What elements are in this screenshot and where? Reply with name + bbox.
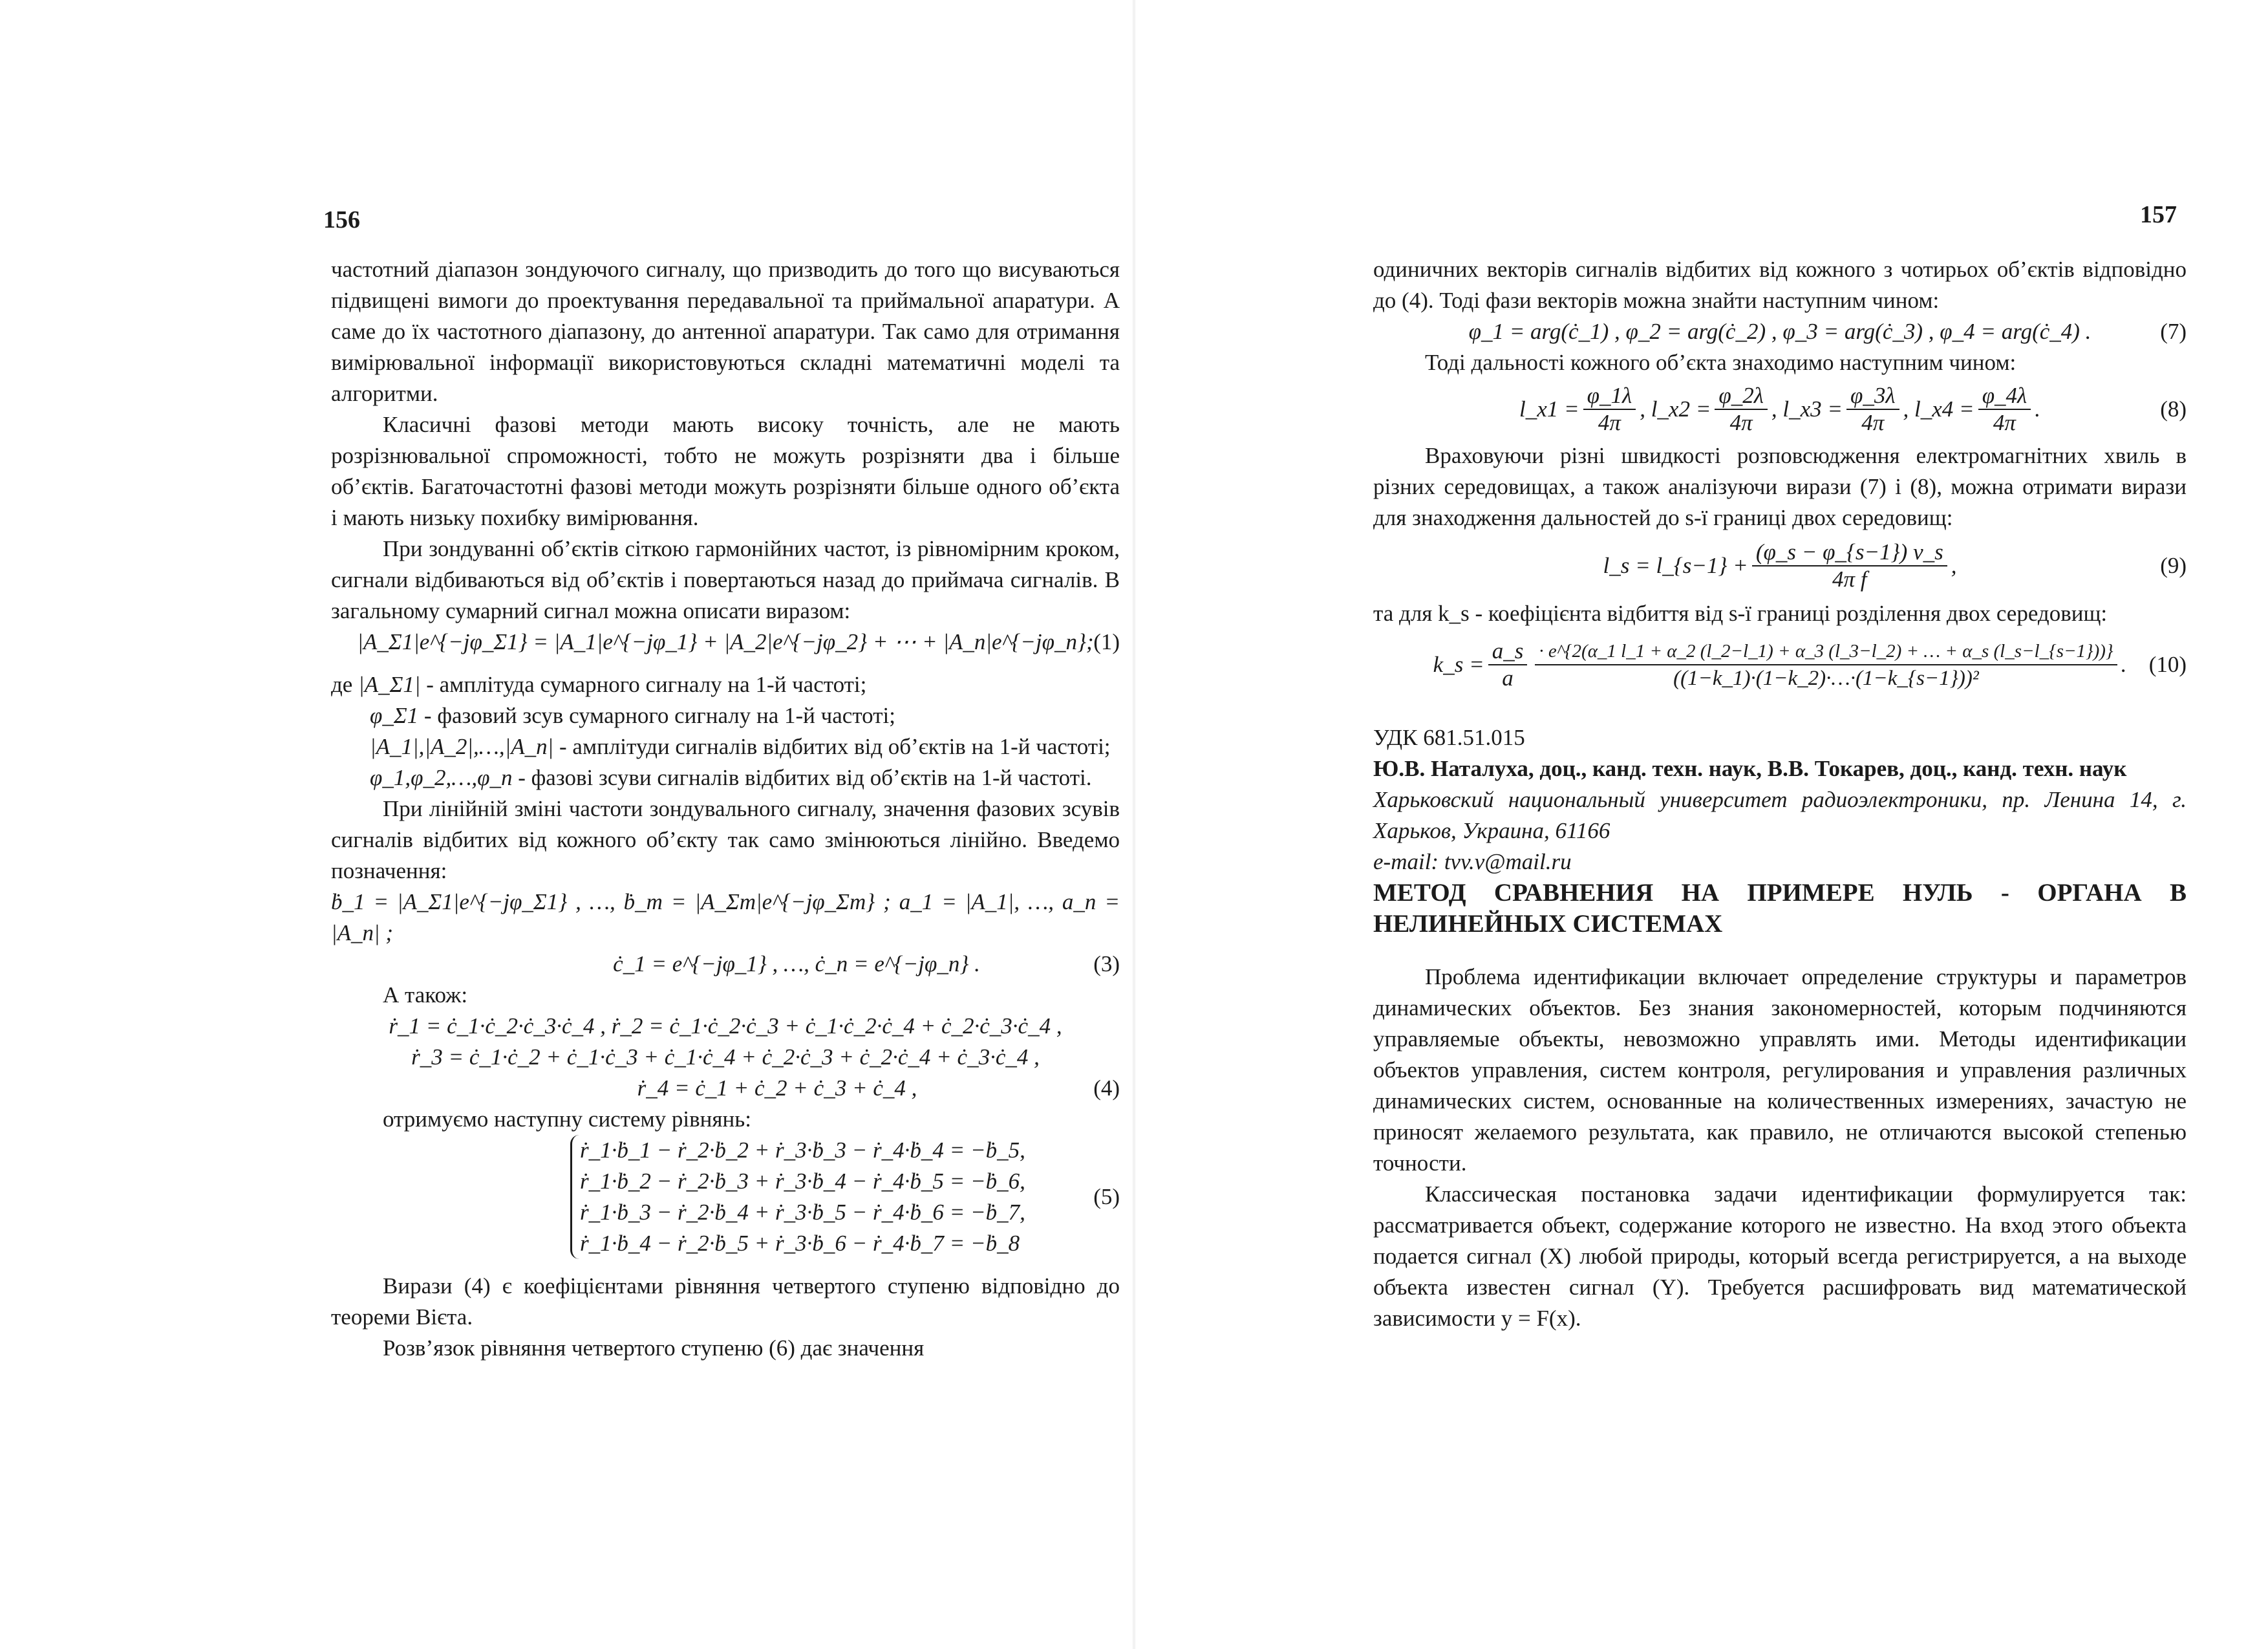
equation-4-line-1-body: ṙ_1 = ċ_1·ċ_2·ċ_3·ċ_4 , ṙ_2 = ċ_1·ċ_2·ċ_3 + ċ_1·ċ_2·ċ_4 + ċ_2·ċ_3·ċ_4 ,: [389, 1013, 1062, 1039]
system-row-1: ṙ_1·ḃ_1 − ṙ_2·ḃ_2 + ṙ_3·ḃ_3 − ṙ_4·ḃ_4 = −ḃ_5,: [580, 1137, 1025, 1163]
equation-8-fraction-3: [1846, 383, 1899, 436]
equation-9: [1373, 534, 2187, 598]
right-paragraph-1: одиничних векторів сигналів відбитих від кожного з чотирьох об’єктів відповідно до (4). Тоді фази векторів можна знайти наступним чином:: [1373, 257, 2187, 313]
equation-3-body: ċ_1 = e^{−jφ_1} , …, ċ_n = e^{−jφ_n} .: [613, 951, 980, 976]
definition-4: [331, 762, 1120, 793]
definition-1-text: - амплітуда сумарного сигналу на 1-й частоті;: [426, 672, 867, 697]
equation-10-numerator: · e^{2(α_1 l_1 + α_2 (l_2−l_1) + α_3 (l_3−l_2) + … + α_s (l_s−l_{s−1}))}: [1535, 638, 2117, 665]
right-text-column: [1373, 254, 2187, 1334]
left-text-column: [331, 254, 1120, 1364]
definition-2-text: - фазовий зсув сумарного сигналу на 1-й частоті;: [423, 703, 895, 728]
right-paragraph-6: Классическая постановка задачи идентификации формулируется так: рассматривается объект, содержание которого не известно. На вход этого объекта подается сигнал (X) любой природы, который всегда регистрируется, а на выходе объекта известен сигнал (Y). Требуется расшифровать вид математической зависимости y = F(x).: [1373, 1181, 2187, 1331]
fraction-2-numerator: φ_2λ: [1715, 383, 1768, 410]
right-paragraph-5: Проблема идентификации включает определение структуры и параметров динамических объектов. Без знания закономерностей, которым подчиняются управляемые объекты, невозможно управлять ими. Методы идентификации объектов управления, систем контроля, регулирования и управления различных динамических систем, основанные на количественных измерениях, зачастую не приносят желаемого результата, как правило, не отличаются высокой степенью точности.: [1373, 964, 2187, 1176]
definition-1-prefix: де: [331, 672, 353, 697]
right-paragraph-3: Враховуючи різні швидкості розповсюдження електромагнітних хвиль в різних середовищах, а також аналізуючи вирази (7) і (8), можна отримати вирази для знаходження дальностей до s-ї границі двох середовищ:: [1373, 443, 2187, 530]
fraction-2-denominator: 4π: [1729, 410, 1753, 435]
left-paragraph-1: частотний діапазон зондуючого сигналу, що призводить до того що висуваються підвищені вимоги до проектування передавальної та приймальної апаратури. А саме до їх частотного діапазону, до антенної апаратури. Так само для отримання вимірювальної інформації використовуються складні математичні моделі та алгоритми.: [331, 257, 1120, 406]
system-row-2: ṙ_1·ḃ_2 − ṙ_2·ḃ_3 + ṙ_3·ḃ_4 − ṙ_4·ḃ_5 = −ḃ_6,: [580, 1169, 1025, 1194]
system-row-3: ṙ_1·ḃ_3 − ṙ_2·ḃ_4 + ṙ_3·ḃ_5 − ṙ_4·ḃ_6 = −ḃ_7,: [580, 1200, 1025, 1225]
equation-10-end: .: [2121, 652, 2127, 677]
fraction-3-denominator: 4π: [1861, 410, 1885, 435]
equation-4-number: (4): [1093, 1075, 1120, 1101]
equation-10-denominator: ((1−k_1)·(1−k_2)·…·(1−k_{s−1}))²: [1673, 667, 1979, 690]
equation-5-number: (5): [1093, 1184, 1120, 1209]
equation-7: [1373, 316, 2187, 347]
equation-8-fraction-1: [1583, 383, 1636, 436]
equation-3: [331, 949, 1120, 980]
equation-9-lhs: l_s = l_{s−1} +: [1603, 553, 1748, 578]
equation-8-l2-lhs: , l_x2 =: [1640, 396, 1711, 422]
author-affiliation: Харьковский национальный университет радиоэлектроники, пр. Ленина 14, г. Харьков, Украина, 61166: [1373, 787, 2187, 843]
equation-10-number: (10): [2148, 652, 2187, 677]
equation-10: [1373, 629, 2187, 700]
left-paragraph-5: Вирази (4) є коефіцієнтами рівняння четвертого ступеню відповідно до теореми Вієта.: [331, 1273, 1120, 1330]
equation-10-small-fraction: [1488, 638, 1528, 691]
system-intro: отримуємо наступну систему рівнянь:: [383, 1106, 751, 1132]
equation-8-fraction-4: [1978, 383, 2031, 436]
equation-4-line-2-body: ṙ_3 = ċ_1·ċ_2 + ċ_1·ċ_3 + ċ_1·ċ_4 + ċ_2·ċ_3 + ċ_2·ċ_4 + ċ_3·ċ_4 ,: [411, 1044, 1040, 1070]
equation-8-end: .: [2035, 396, 2040, 422]
equation-4-line-3: [331, 1073, 1120, 1104]
definition-3-symbol: |A_1|,|A_2|,…,|A_n|: [370, 734, 554, 759]
equation-8-fraction-2: [1715, 383, 1768, 436]
definition-2-symbol: φ_Σ1: [370, 703, 419, 728]
equation-system-5: [570, 1135, 1025, 1259]
definition-4-symbol: φ_1,φ_2,…,φ_n: [370, 765, 513, 790]
equation-10-lhs: k_s =: [1433, 652, 1484, 677]
definition-1: [331, 669, 1120, 700]
left-paragraph-3: При зондуванні об’єктів сіткою гармонійних частот, із рівномірним кроком, сигнали відбиваються від об’єктів і повертаються назад до приймача сигналів. В загальному сумарний сигнал можна описати виразом:: [331, 536, 1120, 623]
equation-4-line-1: [331, 1011, 1120, 1042]
author-email[interactable]: e-mail: tvv.v@mail.ru: [1373, 849, 1572, 874]
definition-1-symbol: |A_Σ1|: [358, 672, 421, 697]
page-number-left: 156: [323, 206, 360, 233]
equation-7-body: φ_1 = arg(ċ_1) , φ_2 = arg(ċ_2) , φ_3 = arg(ċ_3) , φ_4 = arg(ċ_4) .: [1468, 319, 2091, 344]
left-paragraph-2: Класичні фазові методи мають високу точність, але не мають розрізнювальної спроможності, тобто не можуть розрізняти два і більше об’єктів. Багаточастотні фазові методи можуть розрізняти більше одного об’єкта і мають низьку похибку вимірювання.: [331, 412, 1120, 530]
fraction-1-denominator: 4π: [1598, 410, 1621, 435]
equation-5: [331, 1135, 1120, 1259]
system-row-4: ṙ_1·ḃ_4 − ṙ_2·ḃ_5 + ṙ_3·ḃ_6 − ṙ_4·ḃ_7 = −ḃ_8: [580, 1231, 1020, 1256]
equation-8-l3-lhs: , l_x3 =: [1771, 396, 1843, 422]
equation-4-line-3-body: ṙ_4 = ċ_1 + ċ_2 + ċ_3 + ċ_4 ,: [637, 1075, 917, 1101]
equation-10-small-numerator: a_s: [1488, 638, 1528, 665]
right-page: [1134, 0, 2268, 1649]
article-title: МЕТОД СРАВНЕНИЯ НА ПРИМЕРЕ НУЛЬ - ОРГАНА В НЕЛИНЕЙНЫХ СИСТЕМАХ: [1373, 879, 2187, 938]
equation-7-number: (7): [2160, 319, 2187, 344]
left-paragraph-6: Розв’язок рівняння четвертого ступеню (6) дає значення: [383, 1335, 925, 1361]
fraction-4-numerator: φ_4λ: [1978, 383, 2031, 410]
udk-code: УДК 681.51.015: [1373, 725, 1525, 750]
equation-1-body: |A_Σ1|e^{−jφ_Σ1} = |A_1|e^{−jφ_1} + |A_2|e^{−jφ_2} + ⋯ + |A_n|e^{−jφ_n};: [357, 629, 1094, 654]
left-paragraph-4: При лінійній зміні частоти зондувального сигналу, значення фазових зсувів сигналів відбитих від кожного об’єкту так само змінюються лінійно. Введемо позначення:: [331, 796, 1120, 883]
equation-4-line-2: [331, 1042, 1120, 1073]
equation-8-l4-lhs: , l_x4 =: [1903, 396, 1974, 422]
equation-1: [331, 627, 1120, 658]
equation-9-denominator: 4π f: [1832, 566, 1867, 592]
equation-2-line-1: [331, 887, 1120, 949]
equation-9-numerator: (φ_s − φ_{s−1}) v_s: [1752, 539, 1947, 566]
equation-3-number: (3): [1093, 951, 1120, 976]
also-label: А також:: [383, 982, 468, 1008]
right-paragraph-2: Тоді дальності кожного об’єкта знаходимо наступним чином:: [1425, 350, 2017, 375]
definition-3: [331, 731, 1120, 762]
equation-10-fraction: [1535, 638, 2117, 691]
equation-9-number: (9): [2160, 553, 2187, 578]
page-number-right: 157: [2140, 201, 2177, 228]
definition-4-text: - фазові зсуви сигналів відбитих від об’єктів на 1-й частоті.: [518, 765, 1092, 790]
equation-2-line-1-body: ḃ_1 = |A_Σ1|e^{−jφ_Σ1} , …, ḃ_m = |A_Σm|e^{−jφ_Σm} ; a_1 = |A_1|, …, a_n = |A_n| ;: [331, 889, 1120, 945]
equation-9-fraction: [1752, 539, 1947, 592]
article-authors: Ю.В. Наталуха, доц., канд. техн. наук, В.В. Токарев, доц., канд. техн. наук: [1373, 756, 2127, 781]
right-paragraph-4: та для k_s - коефіцієнта відбиття від s-ї границі розділення двох середовищ:: [1373, 601, 2108, 626]
definition-2: [331, 700, 1120, 731]
equation-10-small-denominator: a: [1502, 665, 1514, 691]
equation-8-number: (8): [2160, 396, 2187, 422]
fraction-4-denominator: 4π: [1993, 410, 2016, 435]
fraction-3-numerator: φ_3λ: [1846, 383, 1899, 410]
fraction-1-numerator: φ_1λ: [1583, 383, 1636, 410]
equation-9-end: ,: [1951, 553, 1957, 578]
definition-3-text: - амплітуди сигналів відбитих від об’єктів на 1-й частоті;: [559, 734, 1111, 759]
equation-1-number: (1): [1093, 629, 1120, 654]
equation-8: [1373, 378, 2187, 440]
equation-8-l1-lhs: l_x1 =: [1519, 396, 1579, 422]
